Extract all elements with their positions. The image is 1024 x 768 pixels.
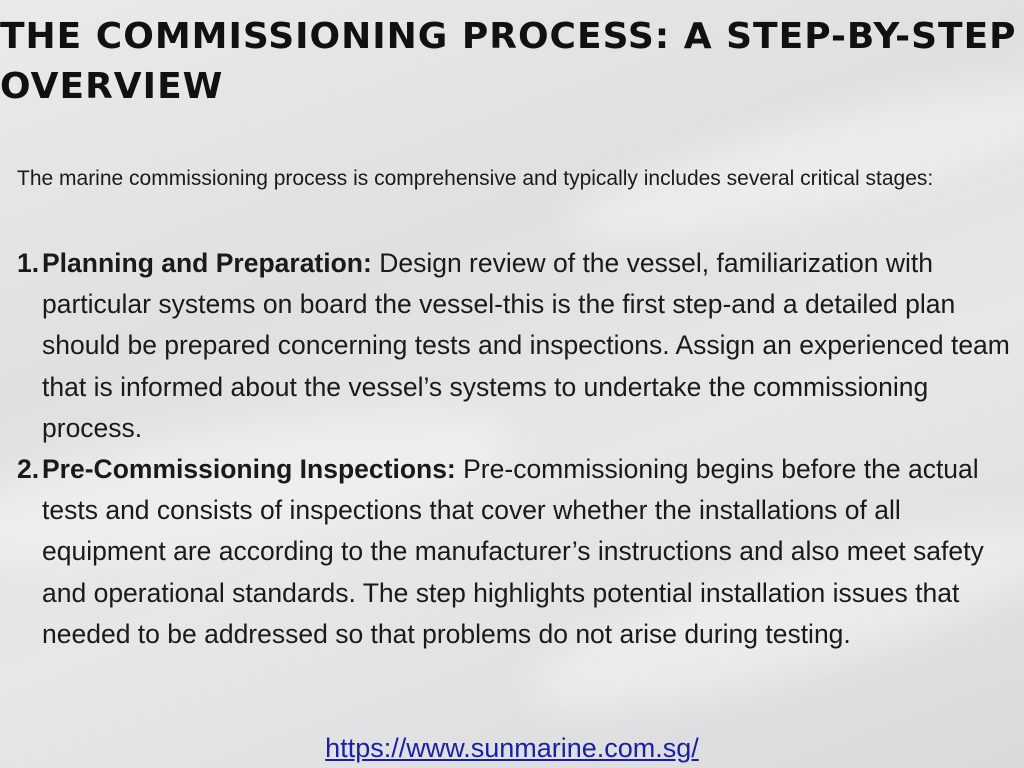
step-number: 1. bbox=[17, 248, 40, 278]
step-text: Design review of the vessel, familiarization with particular systems on board the vessel-this is the first step-and a detailed plan should be prepared concerning tests and inspections. Assign an experienced team that is informed about the vessel’s systems to undertake the commissioning process. bbox=[42, 248, 1010, 443]
step-number: 2. bbox=[17, 454, 40, 485]
step-text: Pre-commissioning begins before the actual tests and consists of inspections that cover whether the installations of all equipment are according to the manufacturer’s instructions and also meet safety and operational standards. The step highlights potential installation issues that needed to be addressed so that problems do not arise during testing. bbox=[42, 454, 984, 649]
website-link[interactable]: https://www.sunmarine.com.sg/ bbox=[325, 733, 699, 763]
slide-title: THE COMMISSIONING PROCESS: A STEP-BY-STEP OVERVIEW bbox=[0, 16, 1017, 107]
step-heading: Planning and Preparation: bbox=[42, 248, 372, 278]
steps-list bbox=[17, 243, 1012, 655]
intro-paragraph: The marine commissioning process is comprehensive and typically includes several critical stages: bbox=[17, 167, 934, 190]
step-item-planning bbox=[17, 243, 1012, 449]
step-item-pre-commissioning bbox=[17, 449, 1012, 655]
step-heading: Pre-Commissioning Inspections: bbox=[42, 454, 456, 485]
